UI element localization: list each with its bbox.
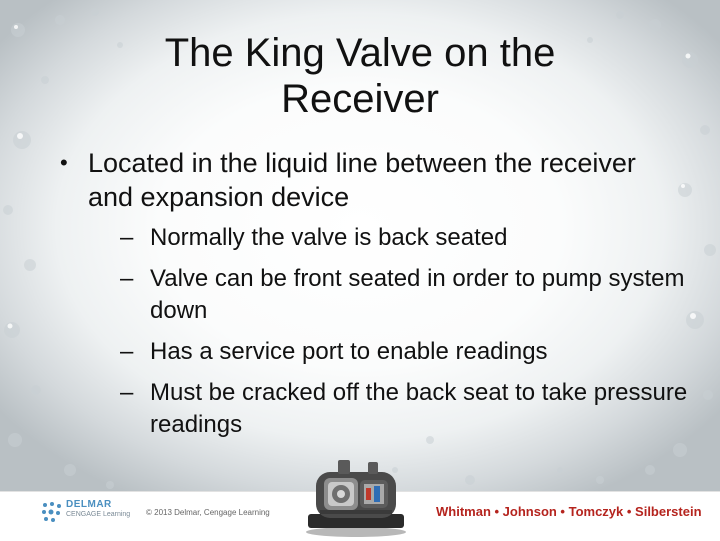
- bullet-text: Located in the liquid line between the receiver and expansion device: [88, 148, 636, 212]
- sub-bullet-text: Must be cracked off the back seat to take pressure readings: [150, 379, 688, 438]
- delmar-logo-icon: [40, 500, 64, 524]
- sub-bullet-text: Valve can be front seated in order to pump system down: [150, 265, 685, 324]
- sub-bullet-item: [88, 377, 688, 441]
- sub-bullet-item: [88, 336, 688, 368]
- compressor-cutaway-icon: [298, 452, 414, 538]
- bullet-item: [58, 146, 688, 441]
- sub-bullet-symbol: –: [120, 265, 134, 292]
- copyright-text: © 2013 Delmar, Cengage Learning: [146, 508, 270, 517]
- sub-bullet-item: [88, 222, 688, 254]
- sub-bullet-text: Has a service port to enable readings: [150, 338, 548, 365]
- sub-bullet-text: Normally the valve is back seated: [150, 224, 508, 251]
- slide-title: The King Valve on the Receiver: [164, 31, 556, 121]
- bullet-list: [58, 146, 688, 450]
- sub-bullet-symbol: –: [120, 338, 134, 365]
- authors-text: Whitman • Johnson • Tomczyk • Silberstein: [436, 504, 702, 519]
- sub-bullet-item: [88, 263, 688, 327]
- logo-subtitle: CENGAGE Learning: [66, 511, 131, 518]
- sub-bullet-list: [88, 222, 688, 441]
- bullet-symbol: •: [60, 150, 68, 175]
- sub-bullet-symbol: –: [120, 224, 134, 251]
- logo-name: DELMAR: [66, 499, 112, 510]
- sub-bullet-symbol: –: [120, 379, 134, 406]
